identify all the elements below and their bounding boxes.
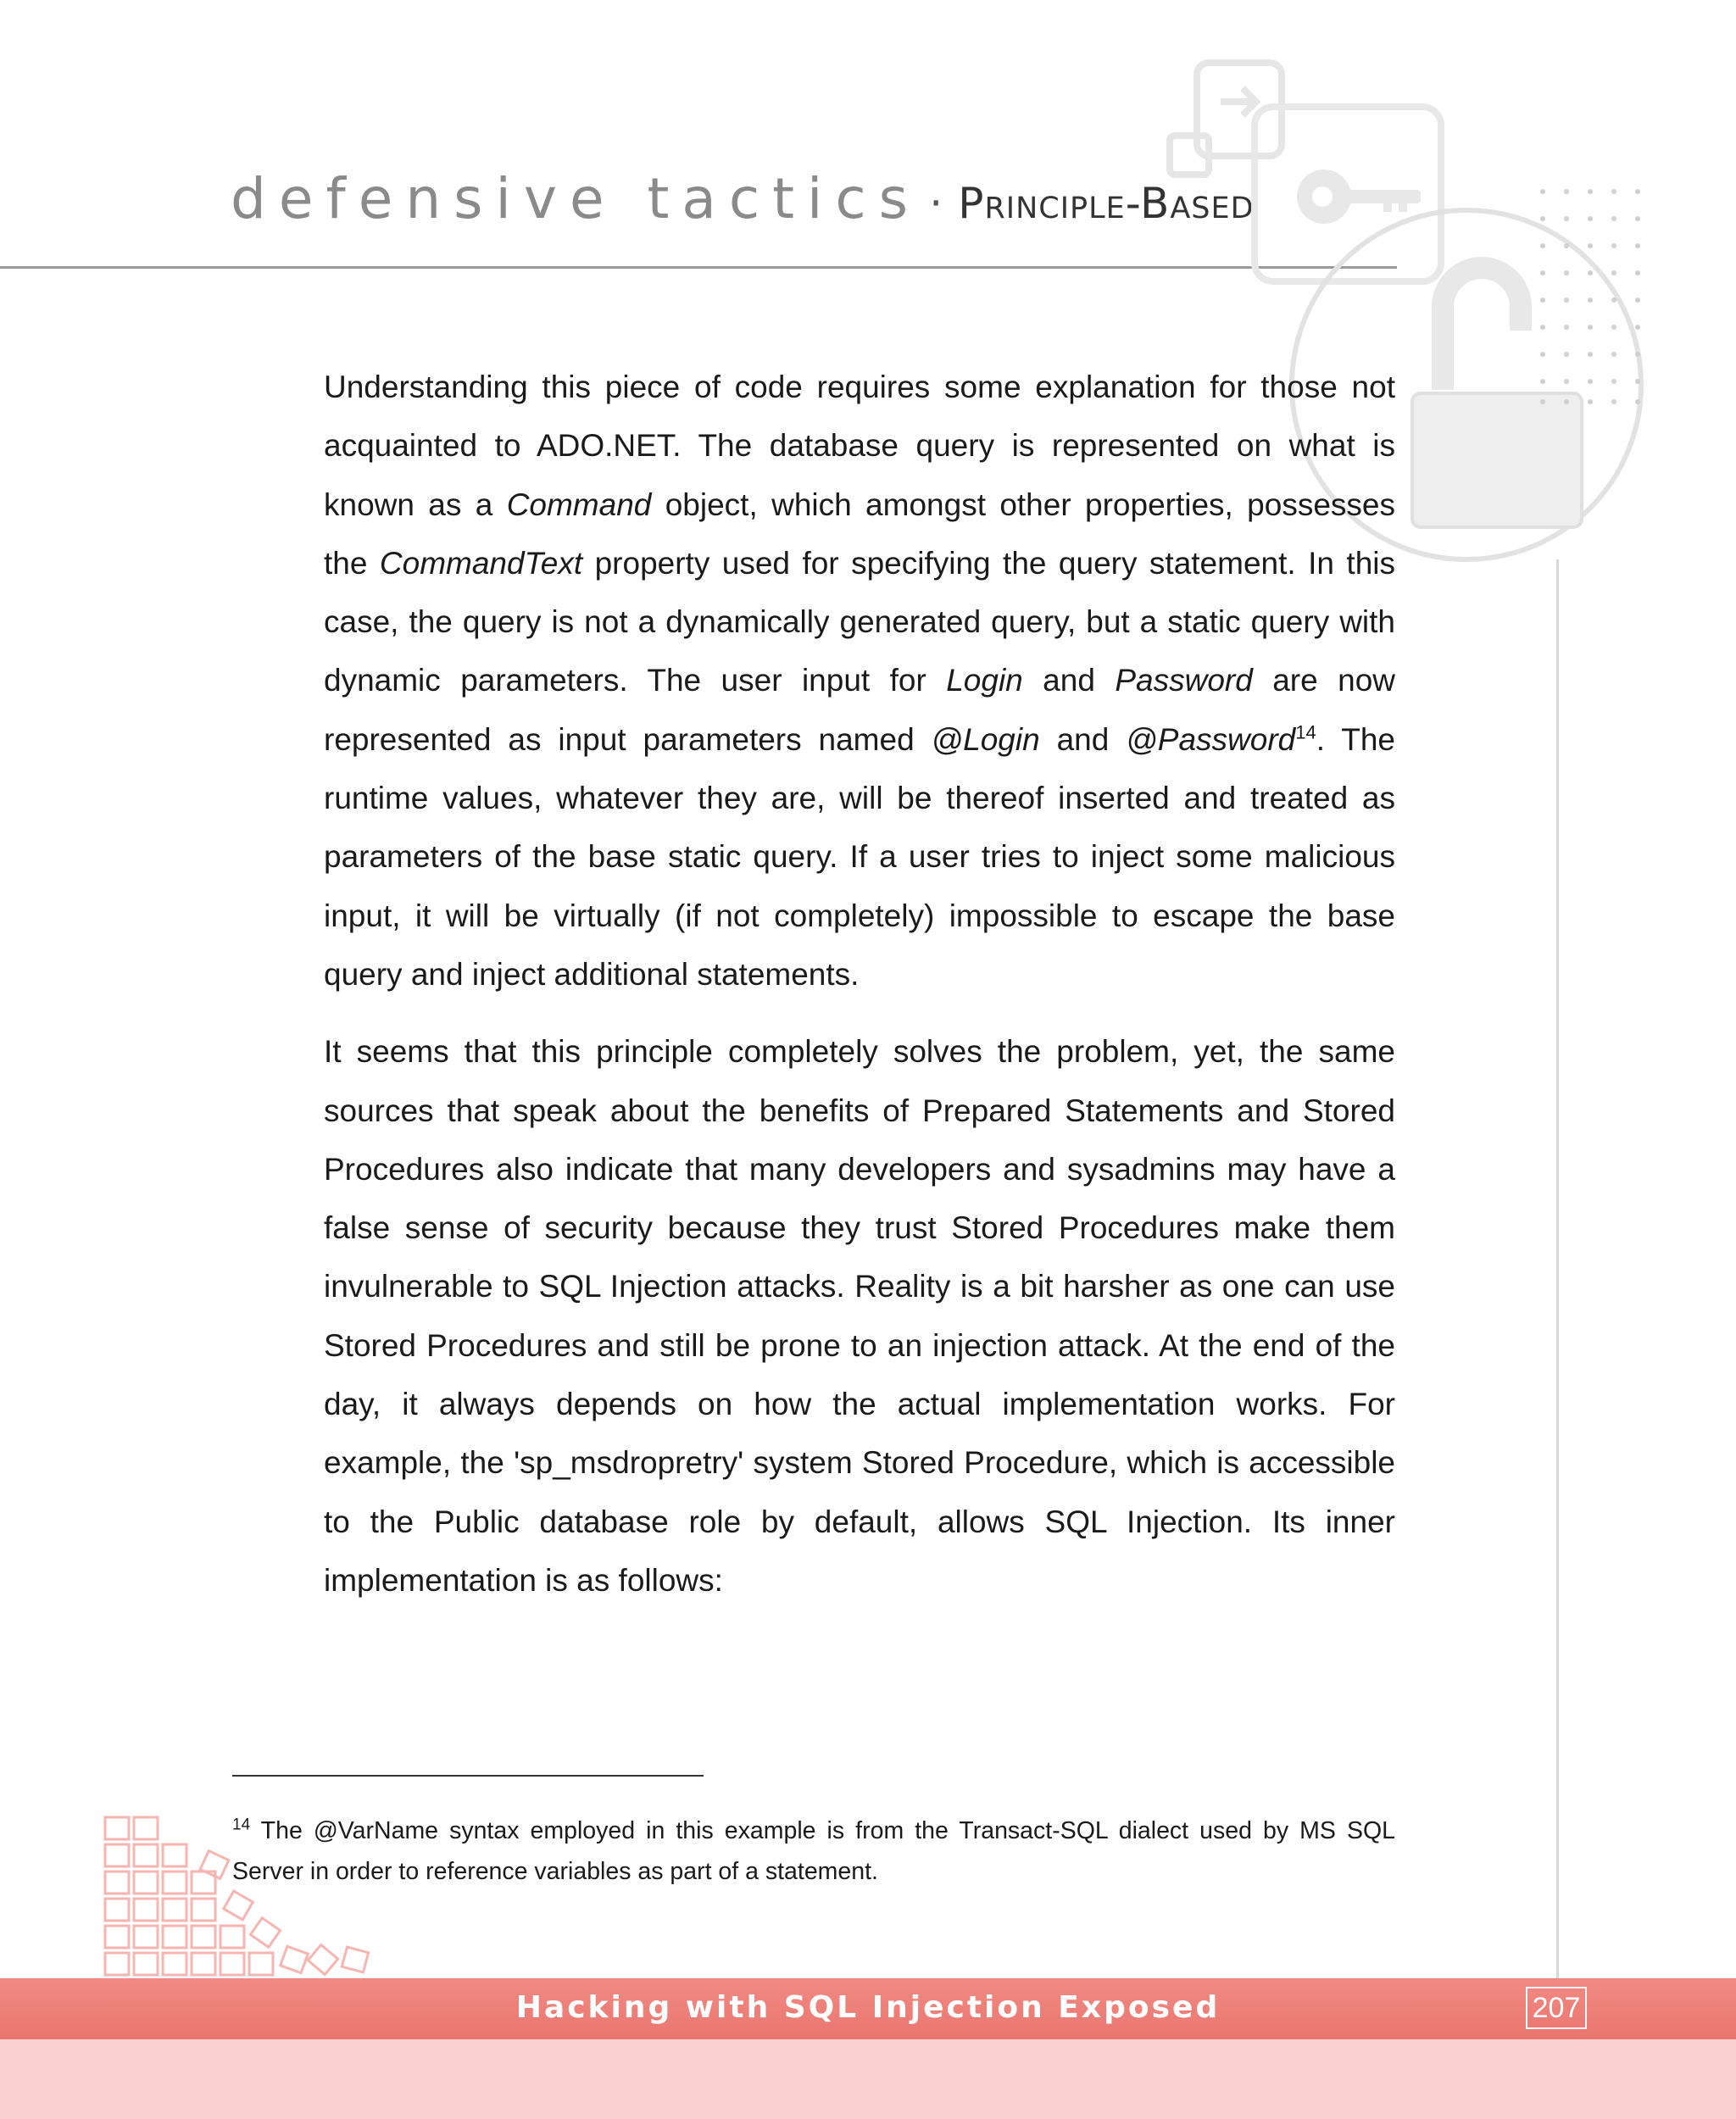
section-header-subsection: Principle-Based — [958, 179, 1255, 228]
section-header-separator: · — [929, 179, 943, 228]
arrow-box-icon — [1170, 63, 1282, 175]
section-header — [231, 166, 1255, 231]
code-term: @Password — [1126, 721, 1296, 757]
footnote-text: The @VarName syntax employed in this example is from the Transact-SQL dialect used by MS SQL Server in order to reference variables as part of a statement. — [232, 1817, 1395, 1885]
code-term: @Login — [931, 721, 1040, 757]
page-number: 207 — [1526, 1987, 1587, 2029]
code-term: CommandText — [379, 545, 583, 581]
section-header-category: defensive tactics — [231, 166, 921, 231]
footnote-rule — [232, 1775, 704, 1777]
paragraph: It seems that this principle completely solves the problem, yet, the same sources that speak about the benefits of Prepared Statements and Stored Procedures also indicate that many developers and sysadmins may have a false sense of security because they trust Stored Procedures make them invulnerable to SQL Injection attacks. Reality is a bit harsher as one can use Stored Procedures and still be prone to an injection attack. At the end of the day, it always depends on how the actual implementation works. For example, the 'sp_msdropretry' system Stored Procedure, which is accessible to the Public database role by default, allows SQL Injection. Its inner implementation is as follows: — [324, 1034, 1395, 1598]
code-term: Command — [506, 487, 652, 522]
footnote-reference[interactable]: 14 — [1295, 721, 1316, 743]
footer-strip — [0, 2039, 1736, 2119]
key-icon — [1297, 170, 1421, 224]
paragraph: Understanding this piece of code requires some explanation for those not acquainted to ADO.NET. The database query is represented on what is known as a Command object, which amongst other properties, possesses the CommandText property used for specifying the query statement. In this case, the query is not a dynamically generated query, but a static query with dynamic parameters. The user input for Login and Password are now represented as input parameters named @Login and @Password$^{14}$. The runtime values, whatever they are, will be thereof inserted and treated as parameters of the base static query. If a user tries to inject some malicious input, it will be virtually (if not completely) impossible to escape the base query and inject additional statements. — [324, 370, 1395, 992]
book-title: Hacking with SQL Injection Exposed — [515, 1990, 1221, 2025]
code-term: Login — [946, 663, 1023, 698]
footnote-number: 14 — [232, 1816, 251, 1834]
code-term: Password — [1115, 663, 1253, 698]
margin-rule — [1556, 559, 1559, 1983]
body-text — [324, 358, 1395, 1628]
padlock-icon — [1412, 268, 1582, 527]
dot-grid — [1540, 189, 1640, 404]
